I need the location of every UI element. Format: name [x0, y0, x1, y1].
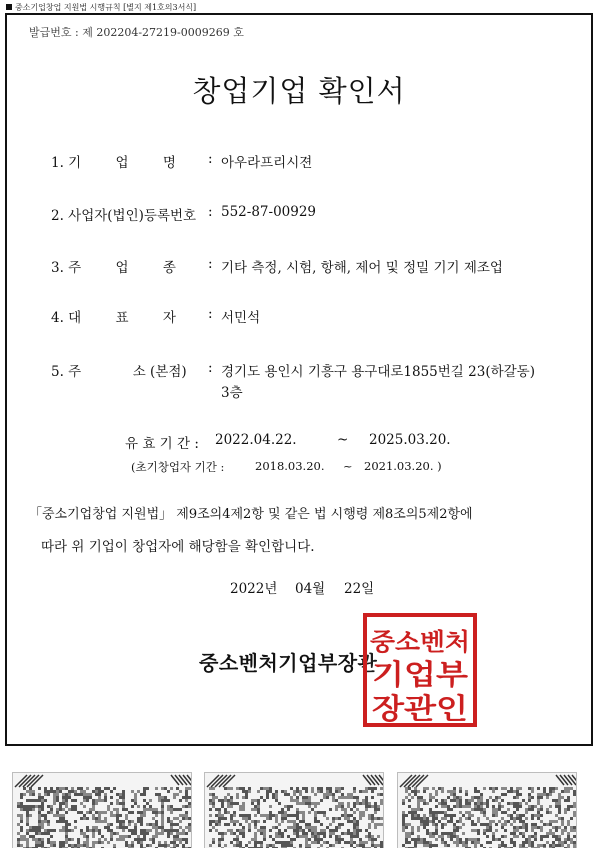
- initial-startup-period: [131, 459, 442, 475]
- field-value: 아우라프리시젼: [221, 155, 313, 171]
- validity-start: 2022.04.22.: [215, 432, 297, 448]
- svg-text:장관인: 장관인: [372, 692, 468, 723]
- barcode-pattern: [13, 773, 192, 848]
- field-label: 4. 대 표 자: [51, 310, 176, 326]
- page-title: 창업기업 확인서: [192, 74, 406, 108]
- field-value-line2: 3층: [221, 385, 243, 401]
- field-value: 경기도 용인시 기흥구 용구대로1855번길 23(하갈동): [221, 364, 535, 380]
- svg-text:기업부: 기업부: [372, 658, 468, 691]
- statement-line-2: 따라 위 기업이 창업자에 해당함을 확인합니다.: [41, 539, 315, 555]
- field-value: 기타 측정, 시험, 항해, 제어 및 정밀 기기 제조업: [221, 260, 503, 276]
- svg-text:중소벤처: 중소벤처: [370, 628, 470, 656]
- initial-start: 2018.03.20.: [255, 459, 325, 473]
- seal-graphic: [367, 617, 473, 723]
- initial-end: 2021.03.20. ): [364, 459, 442, 473]
- verification-code-1: [12, 772, 192, 848]
- initial-separator: ~: [343, 459, 353, 473]
- issue-date-month: 04월: [295, 581, 326, 597]
- issuer-name: 중소벤처기업부장관: [199, 651, 378, 675]
- validity-separator: ~: [337, 432, 349, 448]
- validity-period: [125, 432, 451, 452]
- field-value: 서민석: [221, 310, 261, 326]
- form-note: 중소기업창업 지원법 시행규칙 [별지 제1호의3서식]: [6, 2, 196, 13]
- field-colon: :: [208, 360, 213, 376]
- field-colon: :: [208, 204, 213, 220]
- field-label: 3. 주 업 종: [51, 260, 176, 276]
- barcode-pattern: [205, 773, 384, 848]
- field-label: 2. 사업자(법인)등록번호: [51, 208, 197, 224]
- validity-label: 유 효 기 간 :: [125, 436, 199, 452]
- field-label: 5. 주 소 (본점): [51, 364, 187, 380]
- verification-code-2: [204, 772, 384, 848]
- initial-label: (초기창업자 기간 :: [131, 460, 225, 474]
- issue-date-day: 22일: [344, 581, 375, 597]
- field-colon: :: [208, 256, 213, 272]
- issue-date-year: 2022년: [230, 581, 278, 597]
- field-colon: :: [208, 151, 213, 167]
- verification-code-3: [397, 772, 577, 848]
- field-value: 552-87-00929: [221, 204, 317, 220]
- official-seal: [363, 613, 477, 727]
- issue-number: 발급번호 : 제 202204-27219-0009269 호: [29, 26, 244, 39]
- field-label: 1. 기 업 명: [51, 155, 176, 171]
- barcode-pattern: [398, 773, 577, 848]
- field-colon: :: [208, 306, 213, 322]
- certificate: [5, 13, 593, 746]
- statement-line-1: 「중소기업창업 지원법」 제9조의4제2항 및 같은 법 시행령 제8조의5제2항에: [29, 507, 473, 522]
- square-bullet-icon: [6, 4, 12, 10]
- validity-end: 2025.03.20.: [369, 432, 451, 448]
